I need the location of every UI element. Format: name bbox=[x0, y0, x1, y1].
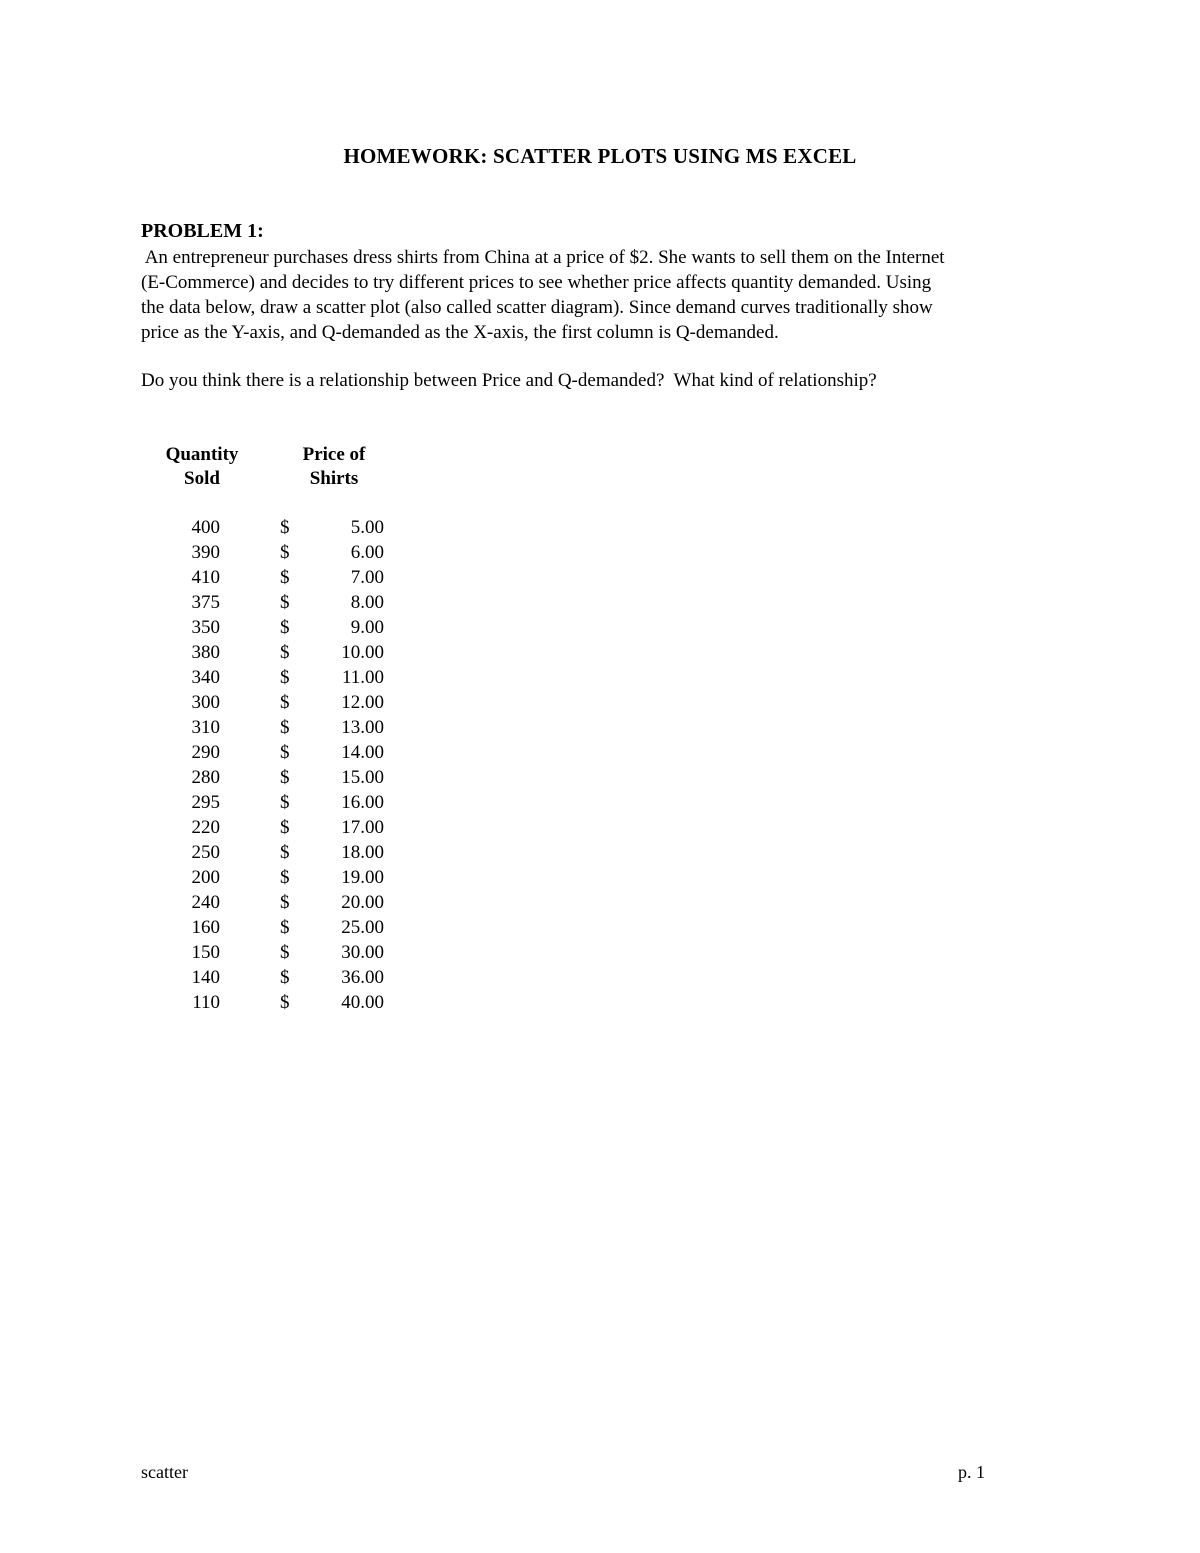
currency-symbol: $ bbox=[280, 842, 290, 863]
table-row bbox=[160, 915, 400, 940]
price-cell: 11.00 bbox=[341, 667, 384, 688]
table-row bbox=[160, 740, 400, 765]
price-cell: 36.00 bbox=[341, 967, 384, 988]
quantity-cell: 310 bbox=[191, 717, 220, 738]
price-cell: 40.00 bbox=[341, 992, 384, 1013]
problem-heading: PROBLEM 1: bbox=[141, 220, 264, 242]
quantity-cell: 140 bbox=[191, 967, 220, 988]
quantity-cell: 390 bbox=[191, 542, 220, 563]
quantity-cell: 220 bbox=[191, 817, 220, 838]
quantity-cell: 290 bbox=[191, 742, 220, 763]
quantity-cell: 410 bbox=[191, 567, 220, 588]
table-row bbox=[160, 765, 400, 790]
currency-symbol: $ bbox=[280, 792, 290, 813]
problem-description bbox=[141, 245, 1071, 345]
price-cell: 9.00 bbox=[350, 617, 384, 638]
currency-symbol: $ bbox=[280, 517, 290, 538]
problem-line: (E-Commerce) and decides to try different prices to see whether price affects quantity demanded. Using bbox=[141, 272, 932, 293]
currency-symbol: $ bbox=[280, 592, 290, 613]
price-cell: 8.00 bbox=[350, 592, 384, 613]
table-row bbox=[160, 965, 400, 990]
table-row bbox=[160, 990, 400, 1015]
currency-symbol: $ bbox=[280, 867, 290, 888]
price-cell: 6.00 bbox=[350, 542, 384, 563]
document-title: HOMEWORK: SCATTER PLOTS USING MS EXCEL bbox=[343, 144, 857, 168]
column-header-price-line1: Price of bbox=[302, 444, 366, 465]
table-row bbox=[160, 790, 400, 815]
data-table bbox=[160, 515, 400, 1015]
currency-symbol: $ bbox=[280, 917, 290, 938]
column-header-quantity bbox=[152, 443, 252, 491]
price-cell: 18.00 bbox=[341, 842, 384, 863]
quantity-cell: 375 bbox=[191, 592, 220, 613]
column-header-price-line2: Shirts bbox=[309, 468, 359, 489]
price-cell: 19.00 bbox=[341, 867, 384, 888]
question-text: Do you think there is a relationship between Price and Q-demanded? What kind of relationship? bbox=[141, 370, 877, 391]
currency-symbol: $ bbox=[280, 817, 290, 838]
price-cell: 7.00 bbox=[350, 567, 384, 588]
table-row bbox=[160, 840, 400, 865]
quantity-cell: 200 bbox=[191, 867, 220, 888]
problem-line: the data below, draw a scatter plot (also called scatter diagram). Since demand curves traditionally show bbox=[141, 297, 933, 318]
table-row bbox=[160, 940, 400, 965]
currency-symbol: $ bbox=[280, 992, 290, 1013]
quantity-cell: 350 bbox=[191, 617, 220, 638]
table-row bbox=[160, 565, 400, 590]
quantity-cell: 340 bbox=[191, 667, 220, 688]
price-cell: 10.00 bbox=[341, 642, 384, 663]
table-row bbox=[160, 540, 400, 565]
price-cell: 16.00 bbox=[341, 792, 384, 813]
quantity-cell: 295 bbox=[191, 792, 220, 813]
currency-symbol: $ bbox=[280, 892, 290, 913]
quantity-cell: 110 bbox=[192, 992, 220, 1013]
table-row bbox=[160, 865, 400, 890]
currency-symbol: $ bbox=[280, 967, 290, 988]
column-header-quantity-line1: Quantity bbox=[165, 444, 239, 465]
price-cell: 17.00 bbox=[341, 817, 384, 838]
currency-symbol: $ bbox=[280, 617, 290, 638]
table-row bbox=[160, 665, 400, 690]
currency-symbol: $ bbox=[280, 642, 290, 663]
price-cell: 30.00 bbox=[341, 942, 384, 963]
currency-symbol: $ bbox=[280, 692, 290, 713]
quantity-cell: 250 bbox=[191, 842, 220, 863]
problem-line: price as the Y-axis, and Q-demanded as the X-axis, the first column is Q-demanded. bbox=[141, 322, 779, 343]
price-cell: 12.00 bbox=[341, 692, 384, 713]
currency-symbol: $ bbox=[280, 942, 290, 963]
quantity-cell: 300 bbox=[191, 692, 220, 713]
quantity-cell: 150 bbox=[191, 942, 220, 963]
column-header-price bbox=[284, 443, 384, 491]
table-row bbox=[160, 590, 400, 615]
price-cell: 13.00 bbox=[341, 717, 384, 738]
quantity-cell: 240 bbox=[191, 892, 220, 913]
table-row bbox=[160, 515, 400, 540]
footer-filename: scatter bbox=[141, 1462, 188, 1482]
page-number: p. 1 bbox=[958, 1462, 985, 1482]
currency-symbol: $ bbox=[280, 742, 290, 763]
column-header-quantity-line2: Sold bbox=[184, 468, 220, 489]
table-row bbox=[160, 615, 400, 640]
price-cell: 25.00 bbox=[341, 917, 384, 938]
problem-line: An entrepreneur purchases dress shirts from China at a price of $2. She wants to sell them on the Internet bbox=[141, 247, 945, 268]
currency-symbol: $ bbox=[280, 667, 290, 688]
table-row bbox=[160, 640, 400, 665]
quantity-cell: 160 bbox=[191, 917, 220, 938]
table-row bbox=[160, 890, 400, 915]
table-row bbox=[160, 815, 400, 840]
currency-symbol: $ bbox=[280, 542, 290, 563]
quantity-cell: 380 bbox=[191, 642, 220, 663]
price-cell: 15.00 bbox=[341, 767, 384, 788]
table-row bbox=[160, 690, 400, 715]
price-cell: 20.00 bbox=[341, 892, 384, 913]
currency-symbol: $ bbox=[280, 717, 290, 738]
price-cell: 5.00 bbox=[350, 517, 384, 538]
currency-symbol: $ bbox=[280, 567, 290, 588]
table-row bbox=[160, 715, 400, 740]
quantity-cell: 280 bbox=[191, 767, 220, 788]
quantity-cell: 400 bbox=[191, 517, 220, 538]
currency-symbol: $ bbox=[280, 767, 290, 788]
price-cell: 14.00 bbox=[341, 742, 384, 763]
